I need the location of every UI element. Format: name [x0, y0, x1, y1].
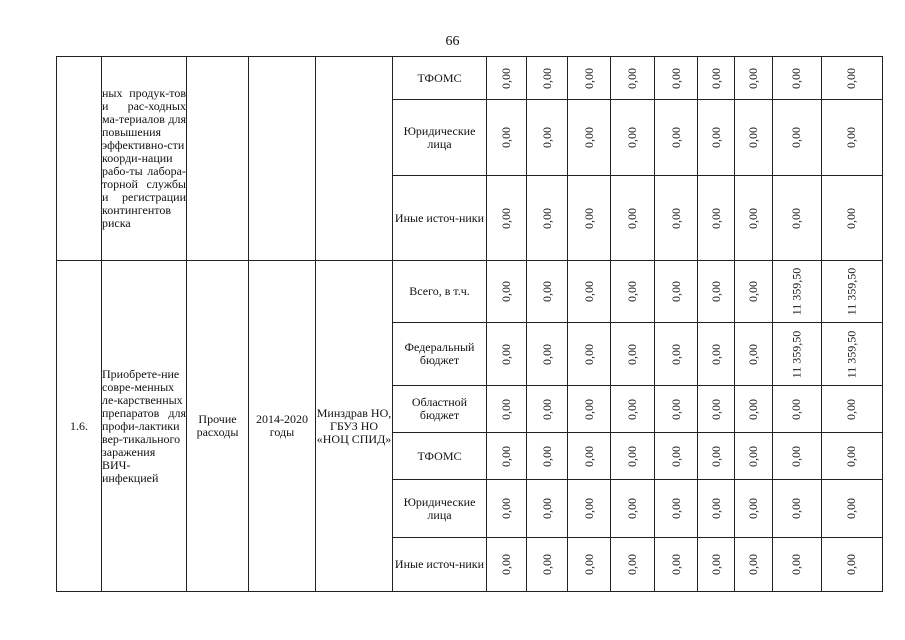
value-cell: 0,00	[655, 57, 698, 100]
value-cell: 0,00	[821, 57, 882, 100]
value-cell: 0,00	[611, 386, 655, 433]
value-cell: 0,00	[655, 261, 698, 323]
funding-source: Областной бюджет	[393, 386, 487, 433]
value-cell: 0,00	[611, 538, 655, 592]
value-cell: 0,00	[487, 261, 527, 323]
value-cell: 0,00	[568, 57, 611, 100]
value-cell: 0,00	[773, 480, 822, 538]
value-cell: 0,00	[611, 480, 655, 538]
funding-source: Федеральный бюджет	[393, 323, 487, 386]
period: 2014-2020 годы	[249, 261, 316, 592]
value-cell: 0,00	[568, 261, 611, 323]
value-cell: 0,00	[773, 100, 822, 176]
value-cell: 0,00	[487, 323, 527, 386]
value-cell: 11 359,50	[821, 323, 882, 386]
value-cell: 0,00	[655, 480, 698, 538]
value-cell: 0,00	[527, 261, 568, 323]
value-cell: 0,00	[698, 57, 735, 100]
funding-source: Всего, в т.ч.	[393, 261, 487, 323]
value-cell: 0,00	[568, 538, 611, 592]
value-cell: 0,00	[655, 176, 698, 261]
value-cell: 11 359,50	[821, 261, 882, 323]
value-cell: 0,00	[821, 538, 882, 592]
value-cell: 0,00	[487, 538, 527, 592]
period	[249, 57, 316, 261]
value-cell: 0,00	[527, 323, 568, 386]
value-cell: 0,00	[773, 386, 822, 433]
value-cell: 0,00	[568, 480, 611, 538]
value-cell: 0,00	[698, 433, 735, 480]
item-description: Приобрете-ние совре-менных ле-карственных препаратов для профи-лактики вер-тикального заражения ВИЧ-инфекцией	[102, 261, 187, 592]
value-cell: 0,00	[735, 261, 773, 323]
value-cell: 0,00	[568, 386, 611, 433]
value-cell: 0,00	[487, 176, 527, 261]
value-cell: 0,00	[527, 480, 568, 538]
funding-source: Иные источ-ники	[393, 176, 487, 261]
funding-source: ТФОМС	[393, 433, 487, 480]
value-cell: 0,00	[611, 261, 655, 323]
value-cell: 0,00	[698, 386, 735, 433]
value-cell: 0,00	[698, 100, 735, 176]
value-cell: 0,00	[773, 538, 822, 592]
value-cell: 0,00	[821, 386, 882, 433]
value-cell: 0,00	[655, 323, 698, 386]
value-cell: 0,00	[735, 100, 773, 176]
value-cell: 0,00	[611, 433, 655, 480]
value-cell: 0,00	[487, 100, 527, 176]
value-cell: 0,00	[735, 538, 773, 592]
page-number: 66	[445, 34, 460, 49]
value-cell: 0,00	[568, 433, 611, 480]
value-cell: 11 359,50	[773, 323, 822, 386]
expense-type: Прочие расходы	[187, 261, 249, 592]
value-cell: 0,00	[821, 100, 882, 176]
budget-table	[56, 56, 883, 592]
value-cell: 0,00	[655, 386, 698, 433]
value-cell: 0,00	[735, 386, 773, 433]
value-cell: 0,00	[655, 100, 698, 176]
value-cell: 0,00	[527, 386, 568, 433]
value-cell: 0,00	[821, 433, 882, 480]
funding-source: Юридические лица	[393, 100, 487, 176]
funding-source: Иные источ-ники	[393, 538, 487, 592]
value-cell: 0,00	[655, 538, 698, 592]
item-description: ных продук-тов и рас-ходных ма-териалов для повышения эффективно-сти коорди-нации рабо-ты лабора-торной службы и регистрации контингентов риска	[102, 57, 187, 261]
value-cell: 0,00	[821, 176, 882, 261]
value-cell: 0,00	[527, 100, 568, 176]
value-cell: 0,00	[698, 480, 735, 538]
value-cell: 0,00	[735, 433, 773, 480]
item-number	[57, 57, 102, 261]
value-cell: 0,00	[735, 323, 773, 386]
funding-source: Юридические лица	[393, 480, 487, 538]
value-cell: 0,00	[487, 433, 527, 480]
value-cell: 0,00	[698, 176, 735, 261]
value-cell: 0,00	[487, 480, 527, 538]
table-row	[57, 261, 883, 323]
value-cell: 0,00	[655, 433, 698, 480]
value-cell: 0,00	[821, 480, 882, 538]
value-cell: 0,00	[698, 261, 735, 323]
executor: Минздрав НО, ГБУЗ НО «НОЦ СПИД»	[316, 261, 393, 592]
value-cell: 0,00	[698, 323, 735, 386]
value-cell: 0,00	[527, 57, 568, 100]
executor	[316, 57, 393, 261]
value-cell: 0,00	[527, 538, 568, 592]
value-cell: 0,00	[611, 100, 655, 176]
value-cell: 0,00	[735, 176, 773, 261]
value-cell: 0,00	[568, 100, 611, 176]
value-cell: 0,00	[611, 323, 655, 386]
value-cell: 0,00	[487, 386, 527, 433]
value-cell: 0,00	[611, 176, 655, 261]
value-cell: 0,00	[527, 176, 568, 261]
value-cell: 0,00	[773, 433, 822, 480]
table-row	[57, 57, 883, 100]
item-number: 1.6.	[57, 261, 102, 592]
value-cell: 0,00	[735, 57, 773, 100]
value-cell: 0,00	[773, 57, 822, 100]
value-cell: 0,00	[487, 57, 527, 100]
value-cell: 0,00	[527, 433, 568, 480]
value-cell: 0,00	[773, 176, 822, 261]
value-cell: 0,00	[611, 57, 655, 100]
expense-type	[187, 57, 249, 261]
value-cell: 0,00	[698, 538, 735, 592]
value-cell: 0,00	[735, 480, 773, 538]
value-cell: 0,00	[568, 176, 611, 261]
value-cell: 11 359,50	[773, 261, 822, 323]
value-cell: 0,00	[568, 323, 611, 386]
funding-source: ТФОМС	[393, 57, 487, 100]
